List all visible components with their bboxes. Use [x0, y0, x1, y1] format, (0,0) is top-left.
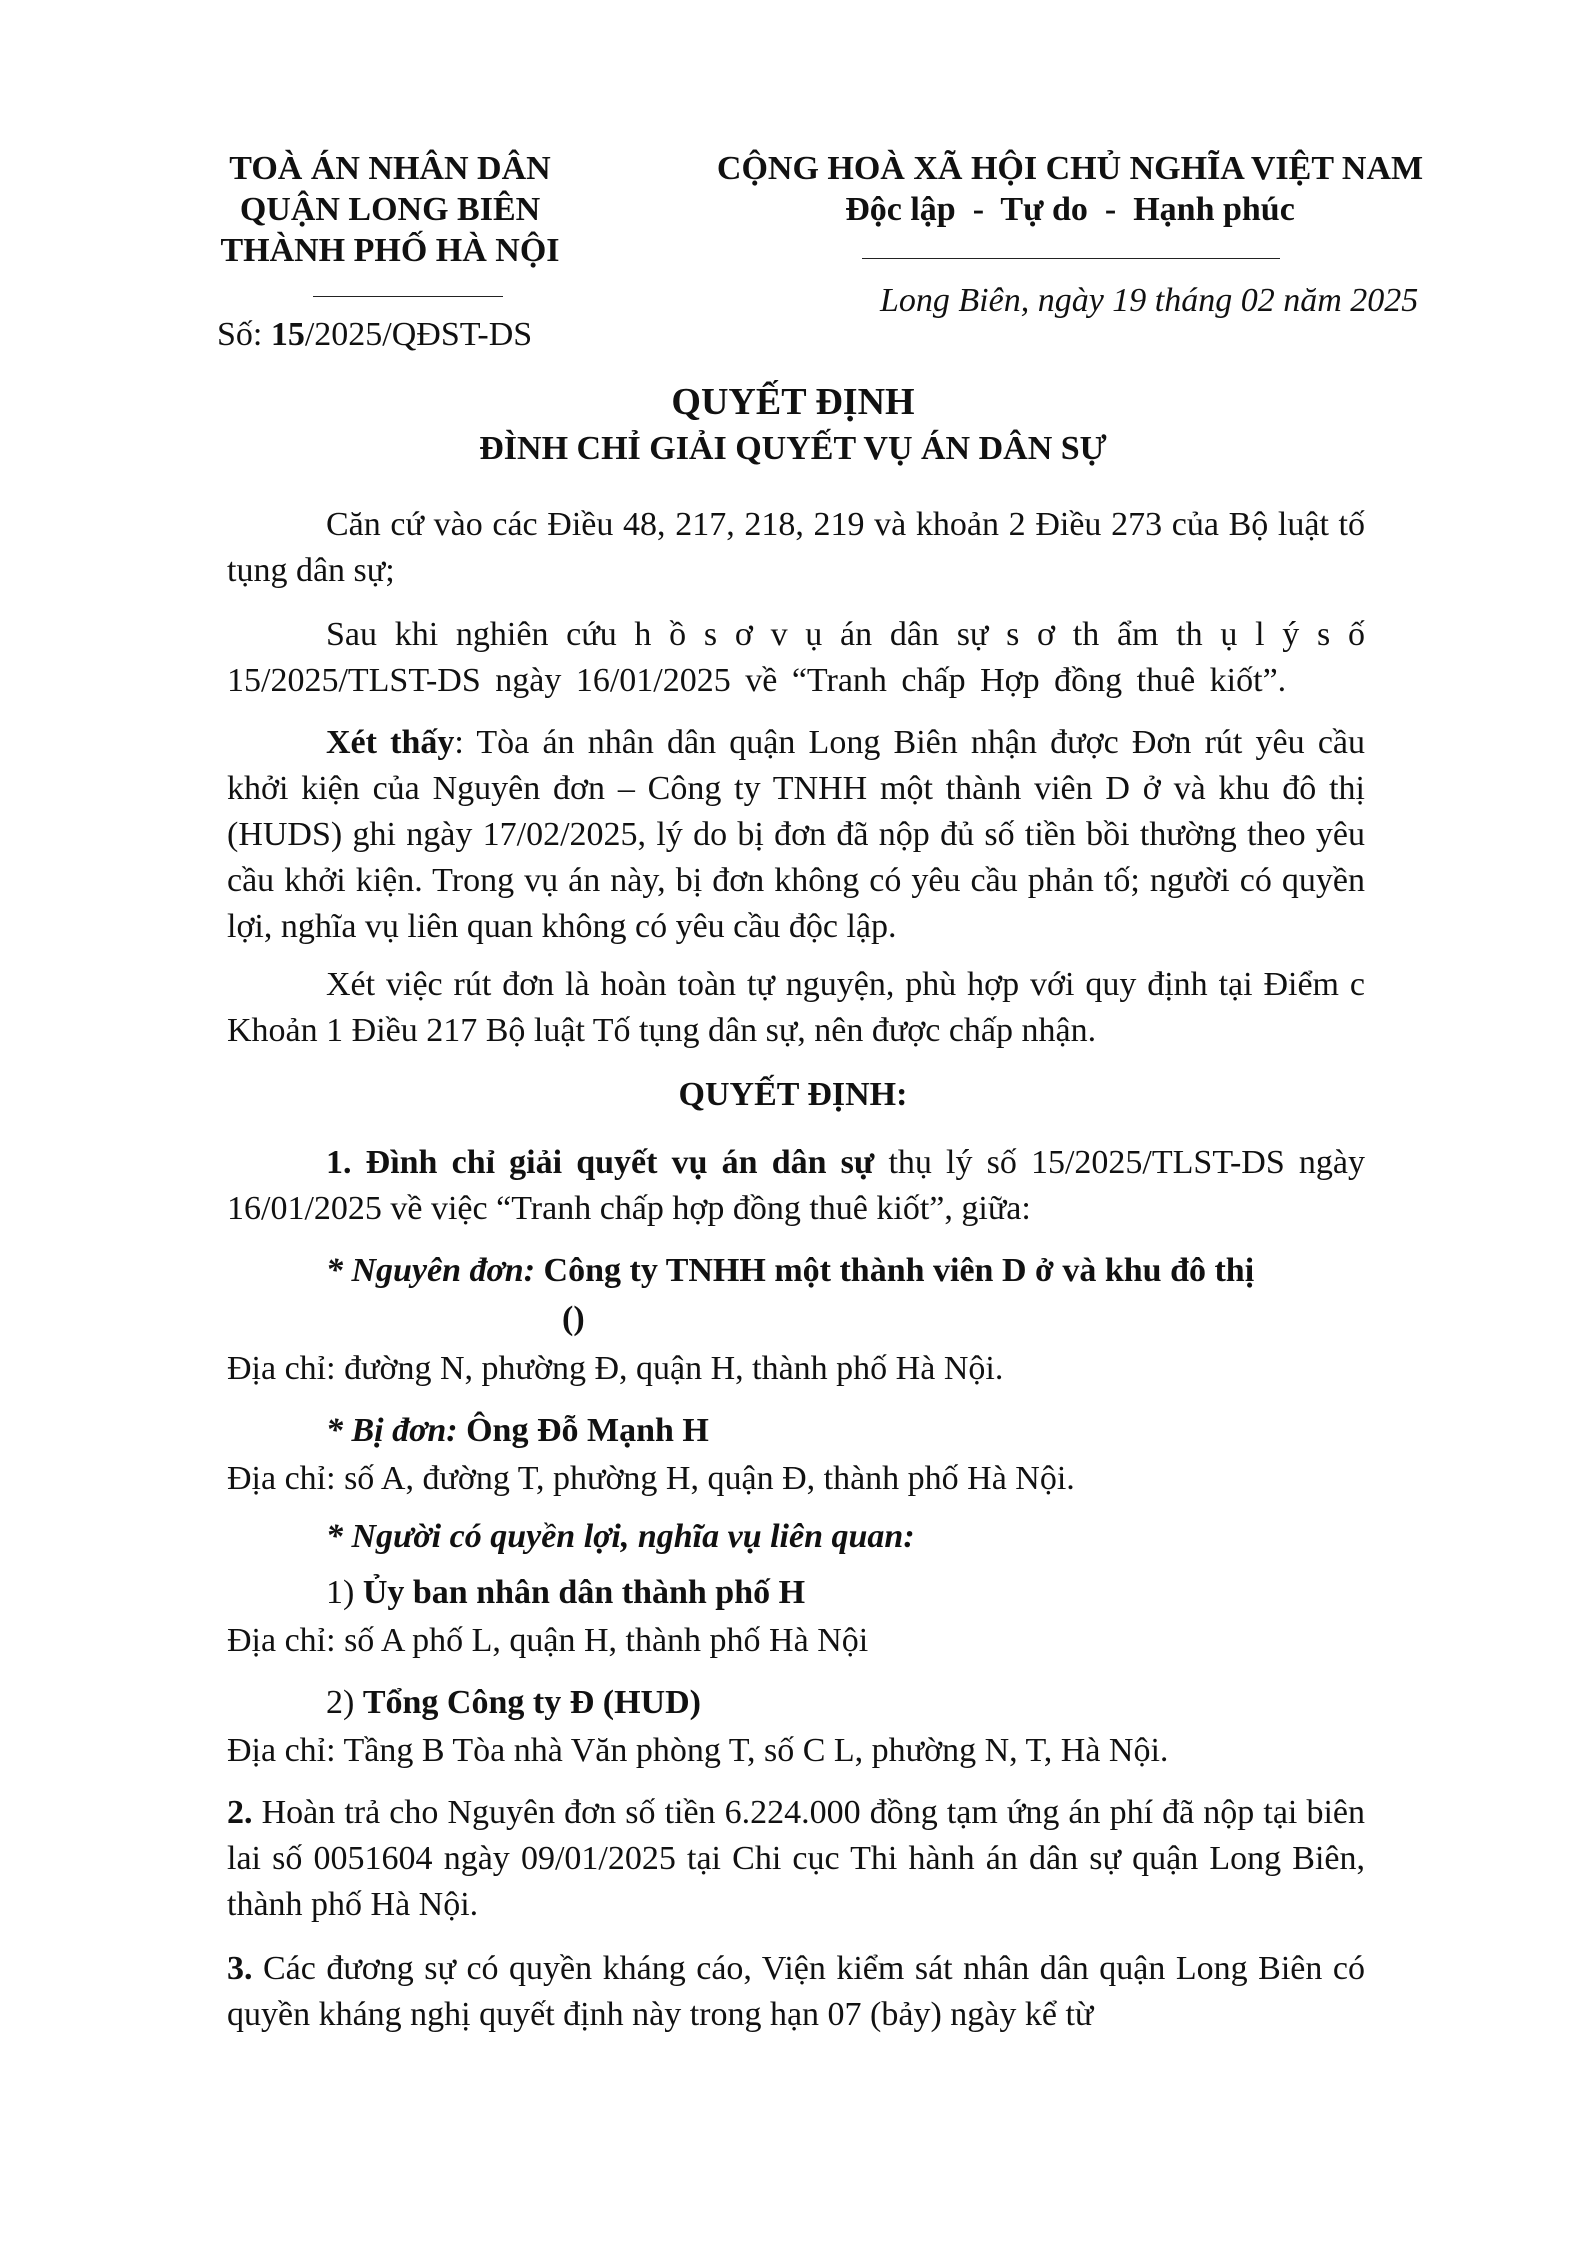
court-name-block — [190, 148, 590, 271]
consideration-label: Xét thấy — [326, 724, 455, 761]
withdrawal-paragraph: Xét việc rút đơn là hoàn toàn tự nguyện, phù hợp với quy định tại Điểm c Khoản 1 Điều 217 Bộ luật Tố tụng dân sự, nên được chấp nhận. — [227, 966, 1365, 1049]
decision-heading: QUYẾT ĐỊNH: — [678, 1076, 908, 1113]
court-line-1: TOÀ ÁN NHÂN DÂN — [229, 150, 551, 187]
decision-item-3 — [227, 1946, 1365, 2038]
decision-item-2 — [227, 1790, 1365, 1928]
defendant-name: Ông Đỗ Mạnh H — [457, 1412, 709, 1449]
decision-item-1 — [227, 1140, 1365, 1232]
nation-name: CỘNG HOÀ XÃ HỘI CHỦ NGHĨA VIỆT NAM — [716, 150, 1424, 187]
decision-item-1-text: thụ lý số 15/2025/TLST-DS ngày 16/01/2025 về việc “Tranh chấp hợp đồng thuê kiốt”, giữa: — [227, 1144, 1365, 1227]
consideration-paragraph — [227, 720, 1365, 950]
related-party-2-number: 2) — [326, 1684, 363, 1721]
defendant-label: * Bị đơn: — [326, 1412, 458, 1449]
decision-item-3-text: Các đương sự có quyền kháng cáo, Viện kiểm sát nhân dân quận Long Biên có quyền kháng nghị quyết định này trong hạn 07 (bảy) ngày kể từ — [227, 1950, 1365, 2033]
nation-motto: Độc lập - Tự do - Hạnh phúc — [845, 191, 1295, 228]
related-party-2-name: Tổng Công ty Đ (HUD) — [362, 1684, 701, 1721]
related-party-1-number: 1) — [326, 1574, 363, 1611]
nation-underline — [862, 258, 1280, 259]
related-party-1-address: Địa chỉ: số A phố L, quận H, thành phố Hà Nội — [227, 1622, 869, 1659]
decision-number-prefix: Số: — [217, 316, 271, 353]
related-party-2-address: Địa chỉ: Tầng B Tòa nhà Văn phòng T, số C L, phường N, T, Hà Nội. — [227, 1732, 1169, 1769]
consideration-text: : Tòa án nhân dân quận Long Biên nhận được Đơn rút yêu cầu khởi kiện của Nguyên đơn – Công ty TNHH một thành viên D ở và khu đô thị (HUDS) ghi ngày 17/02/2025, lý do bị đơn đã nộp đủ số tiền bồi thường theo yêu cầu khởi kiện. Trong vụ án này, bị đơn không có yêu cầu phản tố; người có quyền lợi, nghĩa vụ liên quan không có yêu cầu độc lập. — [227, 724, 1366, 945]
court-line-2: QUẬN LONG BIÊN — [239, 191, 541, 228]
decision-item-2-text: Hoàn trả cho Nguyên đơn số tiền 6.224.000 đồng tạm ứng án phí đã nộp tại biên lai số 0051604 ngày 09/01/2025 tại Chi cục Thi hành án dân sự quận Long Biên, thành phố Hà Nội. — [227, 1794, 1365, 1923]
related-parties-label: * Người có quyền lợi, nghĩa vụ liên quan: — [326, 1518, 915, 1555]
decision-number-suffix: /2025/QĐST-DS — [304, 316, 533, 353]
plaintiff-address: Địa chỉ: đường N, phường Đ, quận H, thành phố Hà Nội. — [227, 1350, 1004, 1387]
court-underline — [313, 296, 503, 297]
plaintiff-paren: () — [562, 1300, 585, 1337]
place-date: Long Biên, ngày 19 tháng 02 năm 2025 — [880, 282, 1419, 319]
defendant-line — [326, 1408, 709, 1454]
plaintiff-label: * Nguyên đơn: — [326, 1252, 536, 1289]
legal-basis-paragraph: Căn cứ vào các Điều 48, 217, 218, 219 và khoản 2 Điều 273 của Bộ luật tố tụng dân sự; — [227, 506, 1365, 589]
case-review-text: Sau khi nghiên cứu h ồ s ơ v ụ án dân sự s ơ th ẩm th ụ l ý s ố 15/2025/TLST-DS ngày 16/01/2025 về “Tranh chấp Hợp đồng thuê kiốt”. — [227, 616, 1365, 699]
court-line-3: THÀNH PHỐ HÀ NỘI — [220, 232, 560, 269]
decision-item-2-label: 2. — [227, 1794, 253, 1831]
related-party-2 — [326, 1680, 701, 1726]
decision-item-1-label: 1. Đình chỉ giải quyết vụ án dân sự — [326, 1144, 875, 1181]
document-title: QUYẾT ĐỊNH — [671, 381, 915, 423]
related-party-1 — [326, 1570, 805, 1616]
decision-number-value: 15 — [270, 316, 305, 353]
plaintiff-line — [326, 1248, 1254, 1294]
case-review-paragraph — [227, 612, 1365, 704]
decision-number — [217, 312, 532, 358]
plaintiff-name: Công ty TNHH một thành viên D ở và khu đô thị — [535, 1252, 1255, 1289]
related-party-1-name: Ủy ban nhân dân thành phố H — [362, 1574, 806, 1611]
decision-item-3-label: 3. — [227, 1950, 253, 1987]
defendant-address: Địa chỉ: số A, đường T, phường H, quận Đ, thành phố Hà Nội. — [227, 1460, 1075, 1497]
nation-header — [660, 148, 1480, 230]
document-subtitle: ĐÌNH CHỈ GIẢI QUYẾT VỤ ÁN DÂN SỰ — [479, 430, 1107, 467]
